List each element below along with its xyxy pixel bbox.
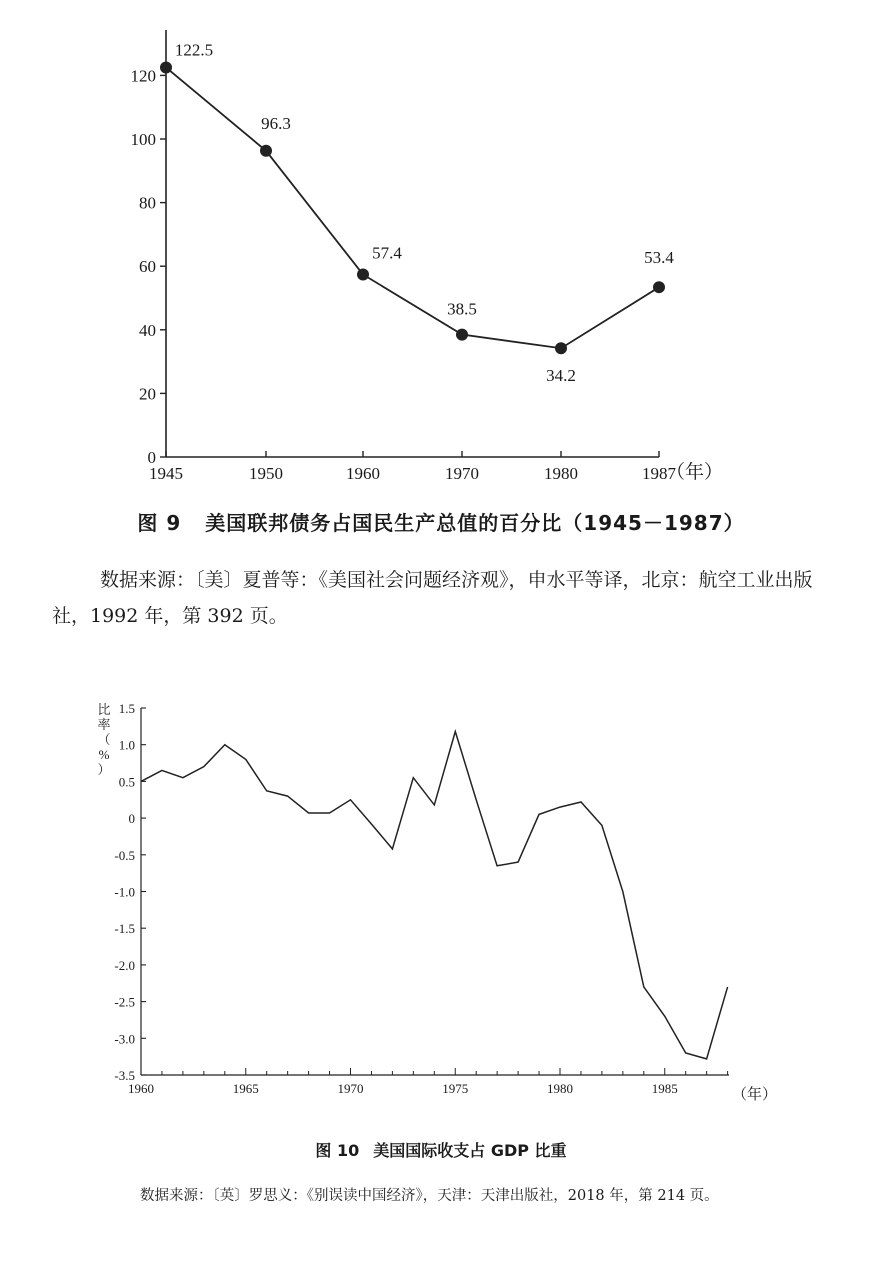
figure9-y-tick-label: 0 [147, 448, 156, 467]
figure10-y-axis-label-char: 率 [97, 717, 111, 732]
figure10-x-tick-label: 1985 [651, 1081, 678, 1096]
figure9-y-tick-label: 100 [130, 130, 156, 149]
figure9-axes [160, 30, 659, 457]
figure9-caption [0, 507, 882, 536]
figure10-axes [141, 708, 729, 1075]
figure10-x-tick-label: 1970 [337, 1081, 364, 1096]
figure9-data-point [456, 329, 468, 341]
figure9-y-tick-label: 60 [139, 257, 156, 277]
figure9-x-tick-label: 1950 [249, 464, 283, 483]
figure10-y-axis-label-char: 比 [97, 702, 111, 717]
figure9-data-point [160, 61, 172, 73]
figure9-x-tick-label: 1945 [149, 464, 183, 483]
figure10-y-axis-label-char: （ [97, 732, 111, 747]
figure9-y-tick-label: 120 [130, 66, 156, 86]
figure10-y-tick-label: 0.5 [118, 774, 135, 790]
figure9-line-series [166, 67, 659, 348]
figure9-source-note: 数据来源：〔美〕夏普等：《美国社会问题经济观》，申水平等译，北京：航空工业出版社，1992 年，第 392 页。 [52, 569, 813, 627]
figure9-data-labels [175, 40, 675, 385]
figure9-data-label: 122.5 [174, 40, 214, 60]
figure10-y-axis-label [97, 702, 110, 777]
figure10-x-tick-label: 1980 [547, 1081, 573, 1096]
figure10-caption-text: 美国国际收支占 GDP 比重 [373, 1141, 567, 1160]
figure10-y-tick-label: -2.0 [114, 957, 135, 973]
figure9-x-tick-label: 1960 [346, 464, 380, 483]
figure9-x-tick-labels [149, 464, 677, 483]
figure10-caption [0, 1138, 882, 1161]
figure9-y-tick-labels [131, 66, 157, 467]
figure10-y-tick-labels [114, 701, 135, 1083]
figure10-series-line [141, 732, 728, 1059]
figure9-data-label: 38.5 [447, 299, 477, 319]
figure9-y-tick-label: 20 [139, 384, 156, 404]
figure10-line-series [141, 732, 728, 1059]
figure9-caption-text: 美国联邦债务占国民生产总值的百分比（1945－1987） [205, 511, 745, 535]
figure10-y-axis-label-char: ） [97, 762, 111, 777]
figure10-y-tick-label: 1.0 [118, 737, 135, 753]
figure9-x-tick-label: 1970 [445, 464, 479, 483]
figure10-y-tick-label: -1.0 [114, 884, 135, 900]
figure9-data-point [653, 281, 665, 293]
figure10-x-tick-label: 1965 [232, 1081, 259, 1096]
figure10-x-tick-labels [128, 1081, 678, 1096]
figure9-chart [0, 0, 882, 500]
figure10-y-tick-label: -3.0 [114, 1031, 135, 1047]
figure10-y-tick-label: -2.5 [114, 994, 135, 1010]
figure9-x-tick-label: 1980 [544, 464, 578, 483]
figure10-y-tick-label: -3.5 [114, 1068, 135, 1083]
figure9-caption-number: 图 9 [137, 511, 182, 535]
figure10-y-tick-label: 0 [128, 811, 135, 827]
figure10-source-note: 数据来源：〔英〕罗思义：《别误读中国经济》，天津：天津出版社，2018 年，第 214 页。 [140, 1188, 719, 1204]
figure9-data-label: 57.4 [372, 243, 402, 263]
figure10-y-axis-label-char: % [98, 747, 110, 762]
figure9-points [160, 61, 665, 354]
figure9-data-label: 34.2 [546, 366, 576, 386]
figure10-caption-number: 图 10 [315, 1141, 360, 1160]
figure9-data-point [260, 145, 272, 157]
figure10-x-tick-label: 1960 [128, 1081, 154, 1096]
figure9-data-label: 96.3 [261, 113, 291, 133]
figure9-series-line [166, 67, 659, 348]
figure9-data-point [555, 342, 567, 354]
figure9-data-label: 53.4 [644, 248, 674, 268]
figure9-x-tick-label: 1987 [642, 464, 676, 483]
figure10-x-unit: （年） [732, 1087, 778, 1103]
figure10-y-tick-label: -1.5 [114, 921, 135, 937]
figure9-y-tick-label: 80 [139, 193, 156, 213]
figure10-x-tick-label: 1975 [442, 1081, 469, 1096]
figure9-x-unit: （年） [666, 462, 724, 483]
figure10-chart [0, 690, 882, 1110]
figure9-data-point [357, 268, 369, 280]
figure10-y-tick-label: 1.5 [118, 701, 135, 716]
figure10-y-tick-label: -0.5 [114, 847, 135, 863]
figure9-y-tick-label: 40 [139, 320, 156, 340]
